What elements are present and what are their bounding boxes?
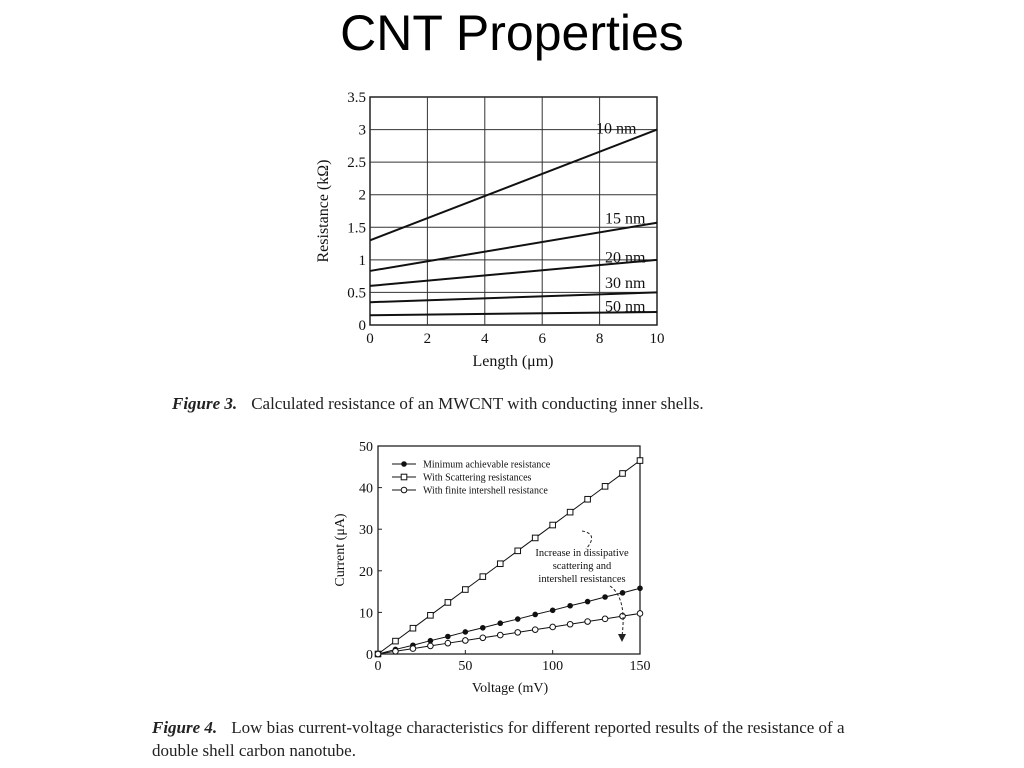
fig4-point-with-scattering-resistances [585,496,591,502]
fig3-series-label-50-nm: 50 nm [605,298,646,316]
fig3-x-tick-label: 2 [423,331,432,347]
fig4-x-tick-label: 100 [542,659,564,674]
fig4-point-with-finite-intershell-resistance [567,621,573,627]
fig3-y-tick-label: 0 [358,318,366,334]
fig4-point-minimum-achievable-resistance [428,638,433,643]
fig4-point-minimum-achievable-resistance [498,621,503,626]
fig4-point-with-finite-intershell-resistance [480,635,486,641]
fig4-point-with-finite-intershell-resistance [445,640,451,646]
fig3-series-label-20-nm: 20 nm [605,249,646,267]
fig4-series-line-minimum-achievable-resistance [378,588,640,654]
fig4-point-with-scattering-resistances [602,484,608,490]
fig3-series-label-10-nm: 10 nm [596,120,637,138]
fig4-point-with-scattering-resistances [550,522,556,528]
fig3-x-tick-label: 4 [481,331,489,347]
fig3-y-tick-label: 2.5 [347,155,366,172]
fig3-y-tick-label: 3.5 [347,90,366,106]
fig3-x-tick-label: 6 [538,331,546,347]
fig3-x-tick-label: 10 [649,331,665,347]
fig3-y-tick-label: 1.5 [347,220,366,237]
fig4-x-tick-label: 0 [374,659,382,674]
fig4-point-with-finite-intershell-resistance [410,646,416,652]
fig4-point-with-scattering-resistances [620,471,626,477]
figure-4-caption [152,716,852,762]
fig4-point-minimum-achievable-resistance [568,603,573,608]
fig4-y-tick-label: 0 [366,648,373,663]
figure-4-caption-label: Figure 4. [152,718,218,737]
fig4-point-with-scattering-resistances [497,561,503,567]
fig4-annotation-line-3: intershell resistances [538,574,626,585]
figure-3-caption-text: Calculated resistance of an MWCNT with conducting inner shells. [251,394,704,413]
slide-title: CNT Properties [340,5,684,61]
fig4-point-with-scattering-resistances [463,587,469,593]
fig4-y-axis-label: Current (μA) [333,513,348,587]
fig4-y-tick-label: 50 [359,440,373,455]
fig4-legend-label-with-scattering-resistances: With Scattering resistances [423,472,532,484]
figure-3-caption-label: Figure 3. [172,394,238,413]
fig3-x-axis-label: Length (μm) [472,353,554,370]
fig3-series-label-15-nm: 15 nm [605,210,646,228]
fig4-legend-marker-minimum-achievable-resistance [402,462,407,467]
fig3-series-label-30-nm: 30 nm [605,274,646,292]
figure-3-caption [172,392,872,415]
fig4-legend-label-with-finite-intershell-resistance: With finite intershell resistance [423,485,548,497]
fig4-legend-marker-with-finite-intershell-resistance [401,487,407,493]
figure-4-chart [320,436,680,698]
fig4-point-with-finite-intershell-resistance [550,624,556,630]
fig3-y-tick-label: 1 [358,252,366,269]
fig4-point-with-finite-intershell-resistance [497,632,503,638]
fig4-y-tick-label: 20 [359,564,373,580]
fig4-annotation [535,531,629,642]
fig4-point-with-finite-intershell-resistance [428,643,434,649]
fig3-x-tick-label: 8 [595,331,604,347]
fig4-point-with-scattering-resistances [393,638,399,644]
fig4-point-with-finite-intershell-resistance [463,638,469,644]
fig4-point-minimum-achievable-resistance [550,608,555,613]
fig4-point-minimum-achievable-resistance [603,595,608,600]
fig4-legend-label-minimum-achievable-resistance: Minimum achievable resistance [423,459,551,471]
fig4-point-minimum-achievable-resistance [446,634,451,639]
figure-4-caption-text: Low bias current-voltage characteristics for different reported results of the resistance of a double shell carbon nanotube. [152,718,845,760]
fig4-x-tick-label: 150 [629,659,651,674]
fig4-annotation-line-1: Increase in dissipative [535,548,629,559]
fig4-point-minimum-achievable-resistance [620,591,625,596]
fig4-point-with-finite-intershell-resistance [602,616,608,622]
fig3-y-axis-label: Resistance (kΩ) [315,159,332,263]
fig4-point-minimum-achievable-resistance [533,612,538,617]
fig4-legend [392,460,551,497]
fig4-point-minimum-achievable-resistance [585,599,590,604]
fig4-point-minimum-achievable-resistance [463,630,468,635]
fig4-point-with-scattering-resistances [515,548,521,554]
fig4-point-with-scattering-resistances [445,600,451,606]
fig4-point-minimum-achievable-resistance [515,617,520,622]
fig4-point-with-scattering-resistances [410,625,416,631]
fig4-annotation-line-2: scattering and [552,561,612,572]
fig3-y-tick-label: 2 [358,187,366,204]
fig3-y-tick-label: 0.5 [347,285,366,302]
fig4-point-with-scattering-resistances [428,613,434,619]
fig4-point-with-finite-intershell-resistance [515,630,521,636]
fig4-point-with-finite-intershell-resistance [532,627,538,633]
fig4-point-with-finite-intershell-resistance [585,619,591,625]
fig3-series [370,121,657,316]
fig4-annotation-arrowhead [618,634,626,642]
fig4-point-with-scattering-resistances [567,509,573,515]
fig3-x-tick-label: 0 [366,331,374,347]
fig4-annotation-arrow-upper [582,531,592,549]
fig4-y-tick-label: 30 [359,523,373,539]
fig4-point-with-scattering-resistances [480,574,486,580]
fig4-point-minimum-achievable-resistance [638,586,643,591]
fig4-point-with-scattering-resistances [532,535,538,541]
fig4-legend-marker-with-scattering-resistances [401,474,407,480]
fig3-y-tick-label: 3 [358,122,366,139]
figure-3-chart [300,86,690,376]
fig4-point-with-finite-intershell-resistance [393,648,399,654]
fig4-point-with-scattering-resistances [637,458,643,464]
fig4-point-minimum-achievable-resistance [481,625,486,630]
fig4-x-tick-label: 50 [458,659,473,674]
fig4-y-tick-label: 10 [359,606,373,622]
fig4-point-with-finite-intershell-resistance [637,611,643,617]
fig4-y-tick-label: 40 [359,481,373,497]
fig4-series-line-with-finite-intershell-resistance [378,613,640,654]
fig4-x-axis-label: Voltage (mV) [471,681,549,696]
fig4-point-with-finite-intershell-resistance [375,651,381,657]
